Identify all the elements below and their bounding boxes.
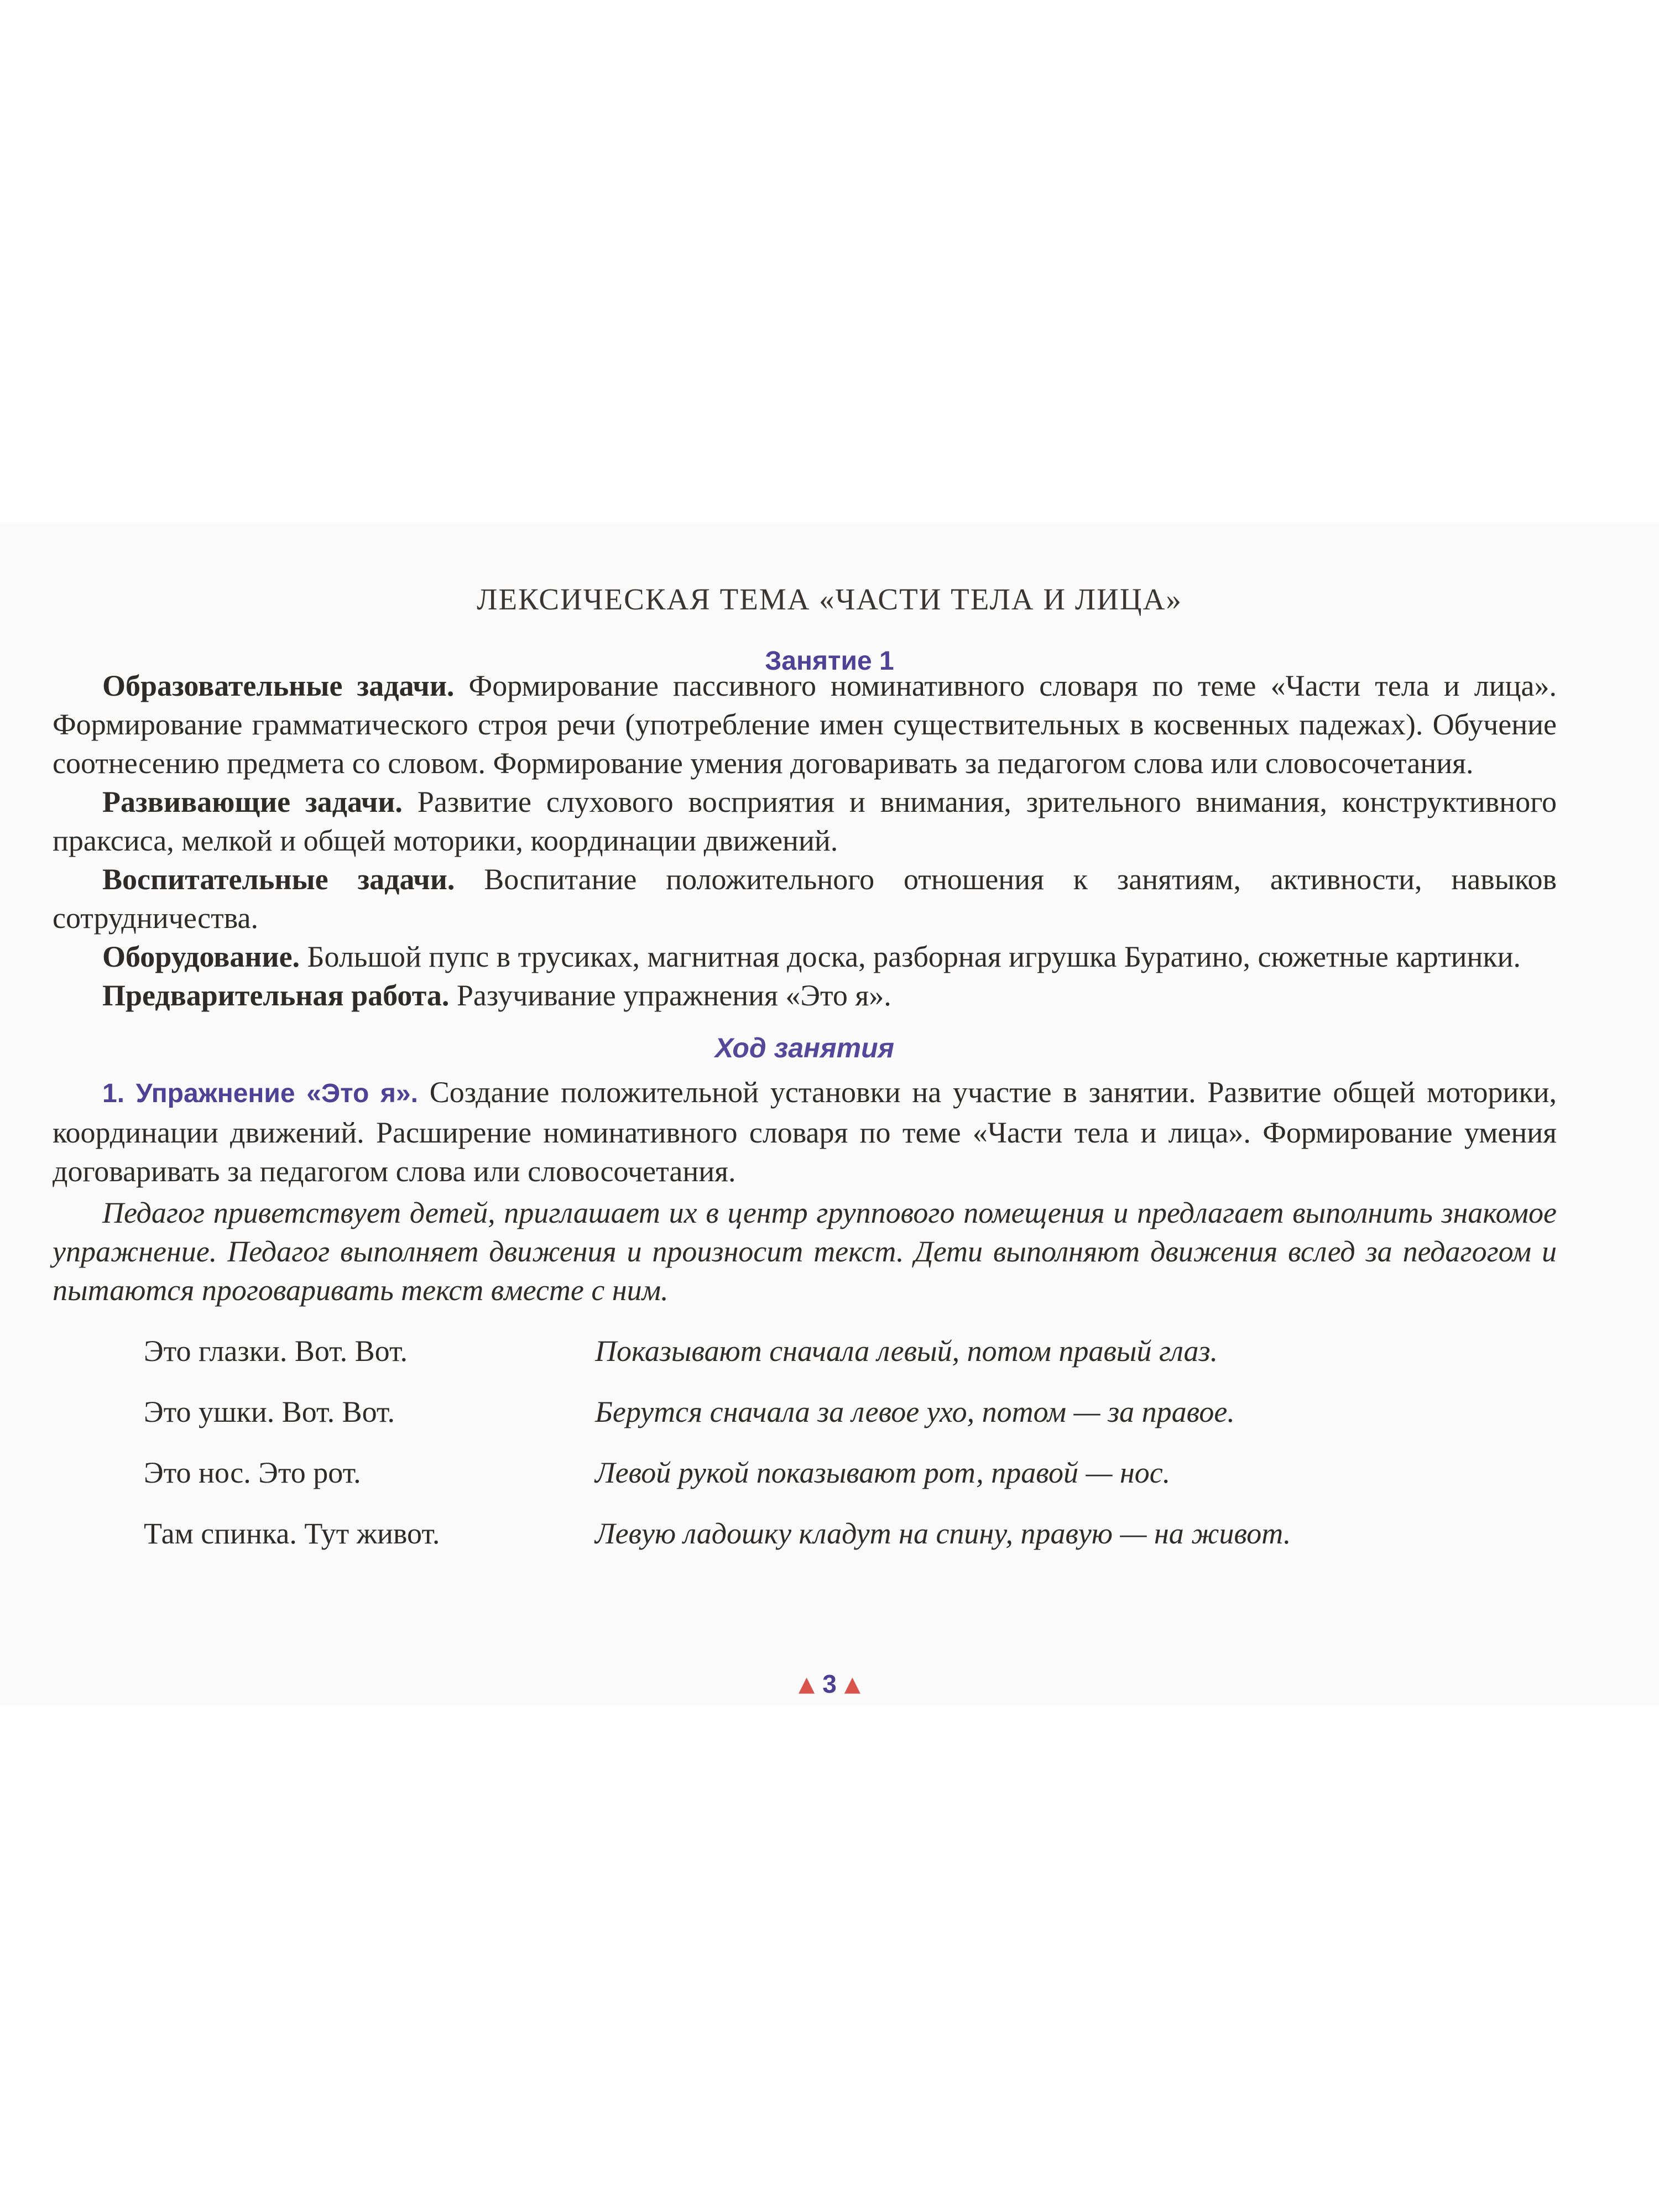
page-marker-triangle-right-icon: ▲	[844, 1672, 861, 1696]
paragraph-text: Разучивание упражнения «Это я».	[456, 979, 891, 1012]
verse-action: Берутся сначала за левое ухо, потом — за правое.	[595, 1395, 1235, 1428]
paragraph-label: Предварительная работа.	[102, 979, 450, 1012]
page-title: ЛЕКСИЧЕСКАЯ ТЕМА «ЧАСТИ ТЕЛА И ЛИЦА»	[477, 582, 1182, 616]
verse-row	[53, 1392, 1557, 1431]
verse-row	[53, 1514, 1557, 1553]
verse-row	[53, 1453, 1557, 1492]
page-number: 3	[822, 1670, 837, 1698]
paragraph-exercise-1	[53, 1073, 1557, 1191]
paragraph-text: Большой пупс в трусиках, магнитная доска, разборная игрушка Буратино, сюжетные картинки.	[307, 940, 1521, 973]
page-marker-triangle-left-icon: ▲	[798, 1672, 815, 1696]
page-footer	[0, 1669, 1659, 1699]
paragraph-upbringing-tasks	[53, 860, 1557, 937]
verse-action: Левой рукой показывают рот, правой — нос.	[595, 1456, 1171, 1489]
verse-action: Левую ладошку кладут на спину, правую — на живот.	[595, 1517, 1291, 1550]
verse-action-table	[53, 1332, 1557, 1553]
paragraph-teacher-narration: Педагог приветствует детей, приглашает их в центр группового помещения и предлагает выполнить знакомое упражнение. Педагог выполняет движения и произносит текст. Дети выполняют движения вслед за педагогом и пытаются проговаривать текст вместе с ним.	[53, 1196, 1557, 1307]
paragraph-text: Развитие слухового восприятия и внимания, зрительного внимания, конструктивного праксиса, мелкой и общей моторики, координации движений.	[53, 785, 1557, 857]
paragraph-label: Оборудование.	[102, 940, 300, 973]
verse-line: Это ушки. Вот. Вот.	[144, 1395, 395, 1428]
paragraph-text: Воспитание положительного отношения к занятиям, активности, навыков сотрудничества.	[53, 863, 1557, 935]
exercise-description: Создание положительной установки на участие в занятии. Развитие общей моторики, координации движений. Расширение номинативного словаря по теме «Части тела и лица». Формирование умения договаривать за педагогом слова или словосочетания.	[53, 1076, 1557, 1188]
verse-line: Там спинка. Тут живот.	[144, 1517, 440, 1550]
exercise-number-label: 1. Упражнение «Это я».	[102, 1079, 418, 1108]
paragraph-label: Образовательные задачи.	[102, 669, 455, 702]
verse-line: Это нос. Это рот.	[144, 1456, 361, 1489]
paragraph-label: Воспитательные задачи.	[102, 863, 455, 896]
verse-row	[53, 1332, 1557, 1370]
paragraph-text: Формирование пассивного номинативного словаря по теме «Части тела и лица». Формирование грамматического строя речи (употребление имен существительных в косвенных падежах). Обучение соотнесению предмета со словом. Формирование умения договаривать за педагогом слова или словосочетания.	[53, 669, 1557, 780]
paragraph-equipment	[53, 937, 1557, 976]
verse-line: Это глазки. Вот. Вот.	[144, 1334, 408, 1368]
paragraph-educational-tasks	[53, 666, 1557, 782]
paragraph-label: Развивающие задачи.	[102, 785, 403, 818]
paragraph-developmental-tasks	[53, 782, 1557, 860]
body-text-column	[53, 666, 1557, 1575]
verse-action: Показывают сначала левый, потом правый глаз.	[595, 1334, 1218, 1368]
lesson-heading: Занятие 1	[765, 646, 894, 676]
section-heading-lesson-flow: Ход занятия	[714, 1032, 895, 1063]
paragraph-preliminary-work	[53, 976, 1557, 1015]
